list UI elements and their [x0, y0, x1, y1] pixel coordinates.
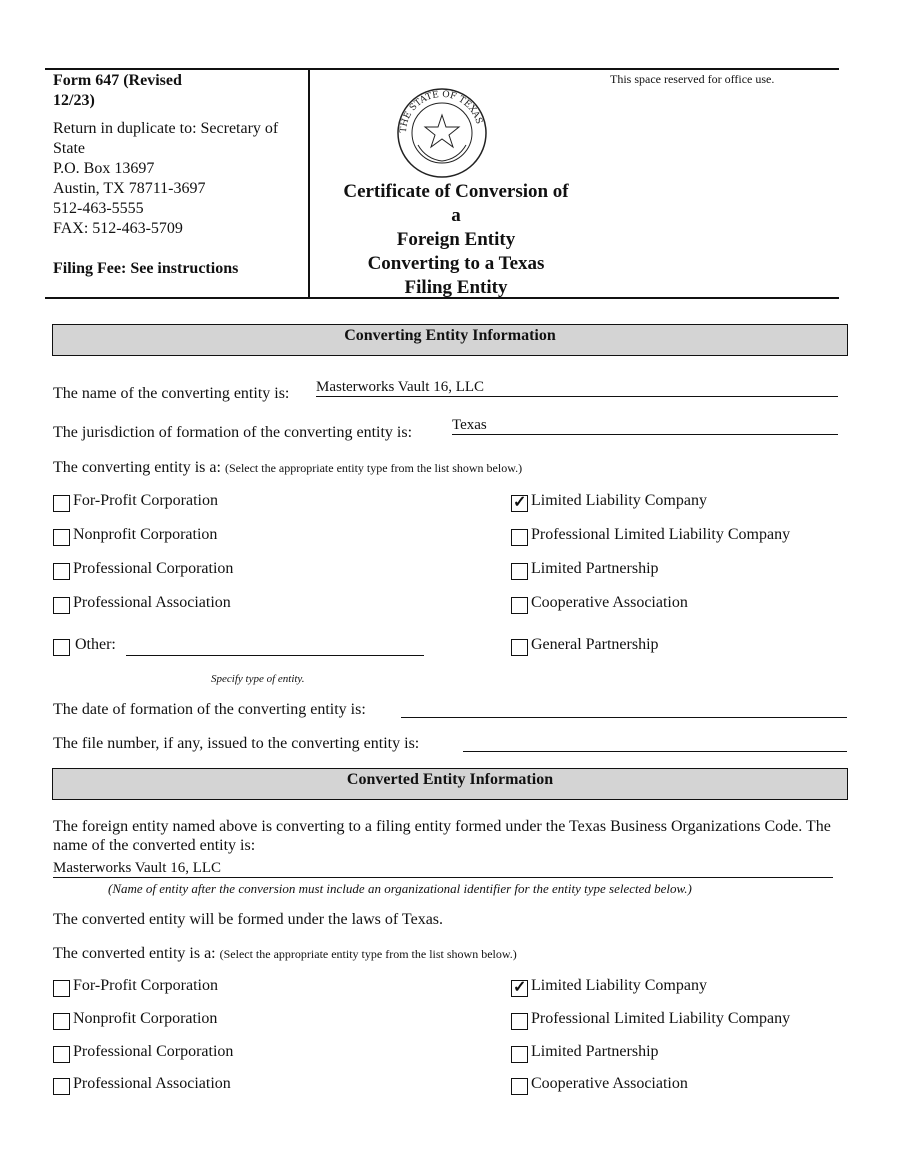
- converting-section-header: Converting Entity Information: [52, 324, 848, 356]
- converted-type-label: [53, 945, 517, 963]
- converted-name-field[interactable]: Masterworks Vault 16, LLC: [53, 859, 833, 878]
- checkbox-checked[interactable]: [511, 980, 528, 997]
- converting-name-field[interactable]: Masterworks Vault 16, LLC: [316, 378, 838, 397]
- checkbox-checked[interactable]: [511, 495, 528, 512]
- title-line-2: a: [451, 205, 461, 226]
- checkbox[interactable]: [511, 597, 528, 614]
- checkbox[interactable]: [53, 1046, 70, 1063]
- converted-intro: The foreign entity named above is converting to a filing entity formed under the Texas Business Organizations Code. The name of the converted entity is:: [53, 818, 831, 854]
- converting-type-for-profit[interactable]: For-Profit Corporation: [53, 492, 218, 510]
- title-line-5: Filing Entity: [404, 277, 508, 298]
- checkbox[interactable]: [511, 639, 528, 656]
- checkbox[interactable]: [53, 980, 70, 997]
- title-line-3: Foreign Entity: [396, 229, 516, 250]
- checkbox[interactable]: [511, 563, 528, 580]
- checkbox[interactable]: [53, 563, 70, 580]
- converted-laws-text: The converted entity will be formed under the laws of Texas.: [53, 911, 444, 928]
- converting-type-text: The converting entity is a:: [53, 459, 221, 476]
- converting-type-lp[interactable]: Limited Partnership: [511, 560, 659, 578]
- checkbox[interactable]: [511, 529, 528, 546]
- phone: 512-463-5555: [53, 200, 144, 217]
- formation-date-label: The date of formation of the converting entity is:: [53, 701, 366, 718]
- converting-type-other[interactable]: Other:: [53, 636, 116, 654]
- converted-type-professional-assoc[interactable]: Professional Association: [53, 1075, 231, 1093]
- converting-type-gp[interactable]: General Partnership: [511, 636, 659, 654]
- checkbox[interactable]: [53, 1013, 70, 1030]
- converted-type-lp[interactable]: Limited Partnership: [511, 1043, 659, 1061]
- seal-text: THE STATE OF TEXAS: [398, 89, 484, 134]
- jurisdiction-label: The jurisdiction of formation of the converting entity is:: [53, 424, 413, 441]
- form-number: Form 647 (Revised 12/23): [53, 72, 182, 109]
- title-line-1: Certificate of Conversion of: [343, 181, 569, 202]
- po-box: P.O. Box 13697: [53, 160, 155, 177]
- checkbox[interactable]: [511, 1013, 528, 1030]
- converting-type-professional-assoc[interactable]: Professional Association: [53, 594, 231, 612]
- checkbox[interactable]: [53, 597, 70, 614]
- converting-type-professional-corp[interactable]: Professional Corporation: [53, 560, 233, 578]
- converted-type-professional-corp[interactable]: Professional Corporation: [53, 1043, 233, 1061]
- converted-type-llc[interactable]: ✓ Limited Liability Company: [511, 977, 707, 995]
- return-to: Return in duplicate to: Secretary of State: [53, 120, 279, 157]
- converted-section-header: Converted Entity Information: [52, 768, 848, 800]
- converting-type-label: [53, 459, 522, 477]
- converting-type-nonprofit[interactable]: Nonprofit Corporation: [53, 526, 217, 544]
- converting-type-hint: (Select the appropriate entity type from the list shown below.): [224, 461, 523, 475]
- converting-type-pllc[interactable]: Professional Limited Liability Company: [511, 526, 790, 544]
- checkbox[interactable]: [53, 495, 70, 512]
- checkbox[interactable]: [511, 1046, 528, 1063]
- form-title: [318, 180, 594, 300]
- converted-type-for-profit[interactable]: For-Profit Corporation: [53, 977, 218, 995]
- checkbox[interactable]: [53, 639, 70, 656]
- converted-type-pllc[interactable]: Professional Limited Liability Company: [511, 1010, 790, 1028]
- file-number-label: The file number, if any, issued to the converting entity is:: [53, 735, 420, 752]
- checkbox[interactable]: [511, 1078, 528, 1095]
- converted-type-hint: (Select the appropriate entity type from the list shown below.): [219, 947, 517, 961]
- jurisdiction-field[interactable]: Texas: [452, 416, 838, 435]
- converted-type-text: The converted entity is a:: [53, 945, 216, 962]
- formation-date-field[interactable]: [401, 699, 847, 718]
- converting-type-coop[interactable]: Cooperative Association: [511, 594, 688, 612]
- fax: FAX: 512-463-5709: [53, 220, 183, 237]
- checkbox[interactable]: [53, 529, 70, 546]
- header-left: [53, 71, 308, 279]
- converted-name-note: (Name of entity after the conversion must include an organizational identifier for the entity type selected below.): [108, 881, 692, 896]
- checkbox[interactable]: [53, 1078, 70, 1095]
- other-type-hint: Specify type of entity.: [211, 673, 305, 685]
- converted-type-nonprofit[interactable]: Nonprofit Corporation: [53, 1010, 217, 1028]
- header-divider: [308, 68, 310, 298]
- filing-fee: Filing Fee: See instructions: [53, 260, 239, 277]
- texas-seal-icon: [396, 87, 488, 179]
- file-number-field[interactable]: [463, 733, 847, 752]
- converting-name-label: The name of the converting entity is:: [53, 385, 290, 402]
- title-line-4: Converting to a Texas: [367, 253, 545, 274]
- other-type-field[interactable]: [126, 637, 424, 656]
- office-use-note: This space reserved for office use.: [610, 72, 775, 86]
- city: Austin, TX 78711-3697: [53, 180, 206, 197]
- header-top-rule: [45, 68, 839, 70]
- converting-type-llc[interactable]: ✓ Limited Liability Company: [511, 492, 707, 510]
- converted-type-coop[interactable]: Cooperative Association: [511, 1075, 688, 1093]
